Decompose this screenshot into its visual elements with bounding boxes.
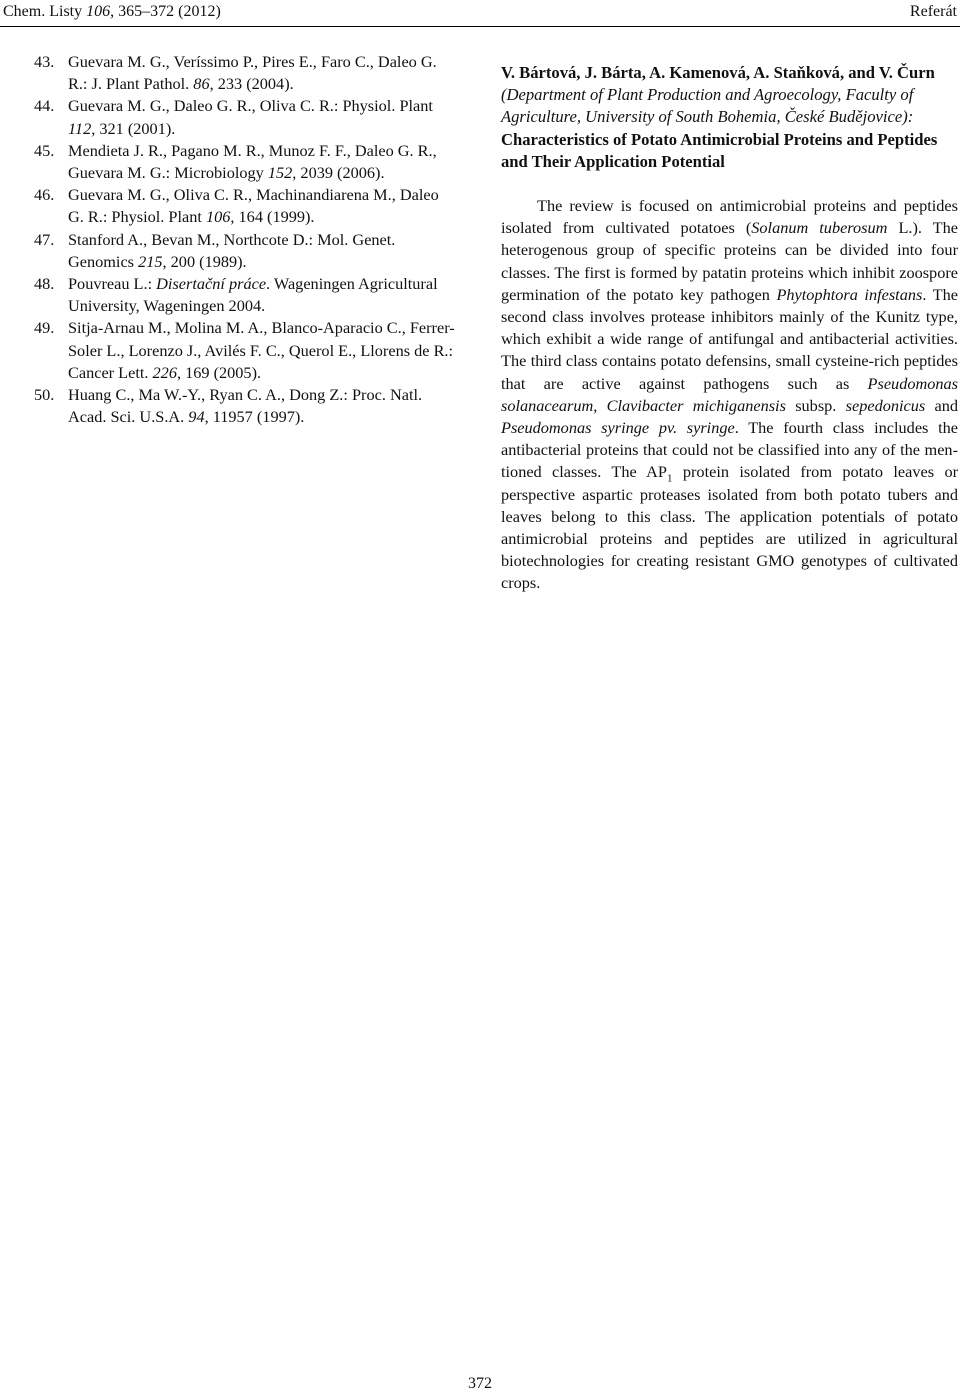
reference-text-segment: Guevara M. G., Daleo G. R., Oliva C. R.: Physiol. Plant xyxy=(68,96,433,116)
header-rule xyxy=(0,26,960,27)
reference-text-segment: , 11957 (1997). xyxy=(204,407,305,427)
reference-text-segment: Mendieta J. R., Pagano M. R., Munoz F. F., Daleo G. R., Guevara M. G.: Microbiology xyxy=(68,140,437,183)
reference-item xyxy=(34,384,458,428)
reference-text-segment: Sitja-Arnau M., Molina M. A., Blanco-Aparacio C., Ferrer-Soler L., Lorenzo J., Avilés F. C., Querol E., Llorens de R.: Cancer Lett. xyxy=(68,318,455,382)
abstract-segment: . The second class involves protease inhibitors mainly of the Kunitz type, which exhibit a wide range of antifungal and antibacterial activities. The third class contains potato defensins, small cysteine-rich peptides that are active against pathogens such as xyxy=(501,284,958,393)
abstract-segment: , xyxy=(593,395,607,415)
reference-text xyxy=(68,384,458,428)
abstract-segment: 1 xyxy=(667,472,673,485)
reference-text-segment: Stanford A., Bevan M., Northcote D.: Mol. Genet. Genomics xyxy=(68,229,396,271)
reference-number: 46. xyxy=(34,185,55,205)
reference-text-segment: 152 xyxy=(267,163,293,183)
abstract-segment: The review is focused on antimicrobial proteins and peptides isolated from cultivated potatoes ( xyxy=(501,196,958,238)
reference-item xyxy=(34,95,458,139)
summary-affiliation: (Department of Plant Production and Agroecology, Faculty of Agriculture, University of South Bohemia, České Budějovice): xyxy=(501,85,914,127)
abstract-segment: Pseudomonas syringe pv. syringe xyxy=(501,418,735,438)
abstract-segment: sepedonicus xyxy=(845,395,926,415)
abstract-segment: protein isolated from potato leaves or perspective aspartic proteases isolated from both potato tubers and leaves belong to this class. The application potentials of potato antimicrobial proteins and peptides are utilized in agricultural biotechnologies for creating resistant GMO genotypes of cultivated crops. xyxy=(501,462,959,593)
abstract-segment: Phytophtora infestans xyxy=(776,284,923,304)
summary-title: Characteristics of Potato Antimicrobial Proteins and Peptides and Their Application Potential xyxy=(501,129,938,171)
reference-text-segment: 94 xyxy=(188,407,205,427)
reference-text-segment: 215 xyxy=(138,251,163,271)
reference-list xyxy=(34,51,458,428)
reference-item xyxy=(34,51,458,95)
running-header xyxy=(0,0,960,28)
summary-authors: V. Bártová, J. Bárta, A. Kamenová, A. Staňková, and V. Čurn xyxy=(501,63,935,82)
reference-item xyxy=(34,140,458,184)
reference-text-segment: 226 xyxy=(152,362,177,382)
reference-number: 43. xyxy=(34,52,55,71)
reference-item xyxy=(34,273,458,317)
reference-text-segment: , 200 (1989). xyxy=(162,251,247,271)
reference-text xyxy=(68,184,458,228)
reference-text-segment: Pouvreau L.: xyxy=(68,274,157,294)
reference-text-segment: , 164 (1999). xyxy=(230,207,315,227)
journal-citation: Chem. Listy 106, 365–372 (2012) xyxy=(3,3,221,20)
reference-number: 44. xyxy=(34,96,55,116)
reference-text-segment: Huang C., Ma W.-Y., Ryan C. A., Dong Z.: Proc. Natl. Acad. Sci. U.S.A. xyxy=(68,385,423,427)
abstract-segment: Pseudomonas solanacearum xyxy=(501,373,958,415)
abstract-segment: Clavibacter michiganensis xyxy=(606,395,786,415)
reference-text-segment: 106 xyxy=(205,207,231,227)
reference-item xyxy=(34,317,458,384)
reference-item xyxy=(34,229,458,273)
abstract-segment: . The fourth class includes the antibacterial proteins that could not be classified into any of the mentioned classes. The AP xyxy=(501,418,958,482)
section-label: Referát xyxy=(909,3,957,20)
reference-text-segment: , 2039 (2006). xyxy=(292,163,385,183)
page-number: 372 xyxy=(468,1375,492,1392)
reference-text-segment: , 321 (2001). xyxy=(91,118,176,138)
reference-text-segment: , 169 (2005). xyxy=(176,362,262,382)
reference-item xyxy=(34,184,458,228)
abstract-segment: and xyxy=(925,395,959,415)
reference-text xyxy=(68,317,458,384)
reference-text-segment: 86 xyxy=(193,74,210,94)
reference-number: 49. xyxy=(34,318,55,338)
reference-text-segment: Guevara M. G., Oliva C. R., Machinandiarena M., Daleo G. R.: Physiol. Plant xyxy=(68,185,439,227)
reference-text xyxy=(68,140,458,184)
abstract-segment: subsp. xyxy=(785,395,846,415)
reference-number: 50. xyxy=(34,385,55,405)
reference-text xyxy=(68,95,458,139)
english-summary xyxy=(501,62,958,595)
reference-text-segment: Disertační práce xyxy=(156,274,267,294)
reference-text xyxy=(68,51,458,95)
reference-number: 45. xyxy=(34,140,55,160)
journal-volume: 106 xyxy=(86,3,111,20)
abstract-segment: L.). The heterogenous group of specific proteins can be divided into four classes. The first is formed by patatin proteins which inhibit zoospore germination of the potato key pathogen xyxy=(501,218,958,304)
summary-abstract xyxy=(501,195,958,595)
reference-number: 47. xyxy=(34,229,55,249)
reference-text-segment: Guevara M. G., Veríssimo P., Pires E., Faro C., Daleo G. R.: J. Plant Pathol. xyxy=(68,52,437,94)
reference-text-segment: 112 xyxy=(68,118,92,138)
reference-text xyxy=(68,273,458,317)
reference-text-segment: , 233 (2004). xyxy=(209,74,294,94)
reference-number: 48. xyxy=(34,274,55,294)
reference-text xyxy=(68,229,458,273)
abstract-segment: Solanum tuberosum xyxy=(751,218,888,238)
reference-text-segment: . Wageningen Agricultural University, Wageningen 2004. xyxy=(68,274,438,316)
summary-header xyxy=(501,62,958,173)
